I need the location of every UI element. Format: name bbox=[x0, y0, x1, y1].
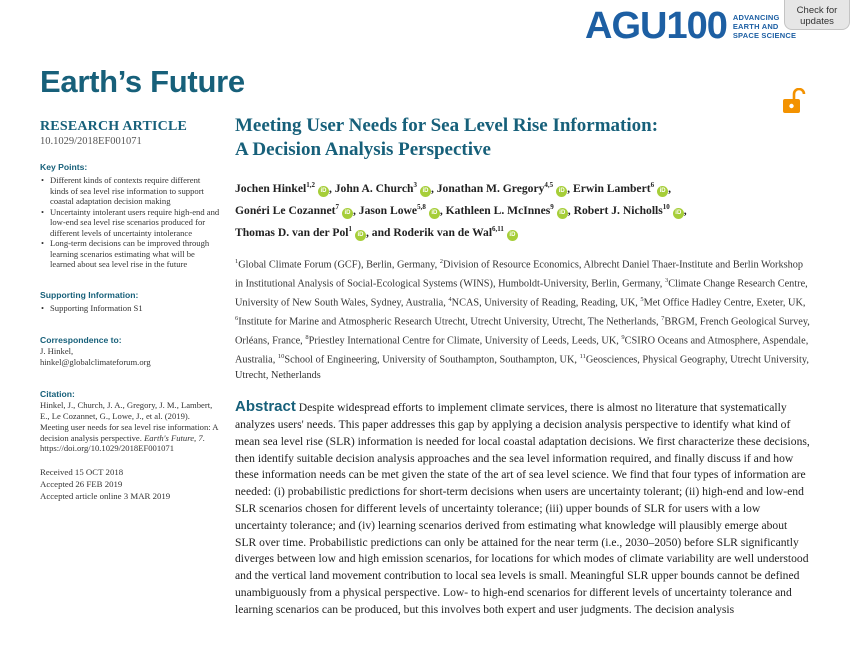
author[interactable]: Gonéri Le Cozannet$^7$ bbox=[235, 202, 339, 217]
orcid-icon[interactable]: iD bbox=[355, 230, 366, 241]
supporting-information bbox=[40, 290, 220, 314]
agu100-logo bbox=[585, 6, 796, 46]
paper-title: Meeting User Needs for Sea Level Rise Information: A Decision Analysis Perspective bbox=[235, 115, 659, 160]
citation bbox=[40, 389, 220, 454]
correspondence bbox=[40, 335, 220, 367]
supporting-heading: Supporting Information: bbox=[40, 289, 139, 300]
orcid-icon[interactable]: iD bbox=[657, 186, 668, 197]
correspondence-email[interactable]: hinkel@globalclimateforum.org bbox=[40, 356, 151, 367]
agu-tagline: ADVANCING EARTH AND SPACE SCIENCE bbox=[732, 12, 797, 40]
key-point-item: • Different kinds of contexts require different kinds of sea level rise information to support coastal adaptation decision making bbox=[40, 175, 220, 207]
author[interactable]: Jochen Hinkel$^{1,2}$ bbox=[235, 181, 315, 195]
orcid-icon[interactable]: iD bbox=[318, 186, 329, 197]
affiliations: $^1$Global Climate Forum (GCF), Berlin, Germany, $^2$Division of Resource Economics, Albrecht Daniel Thaer-Institute and Berlin Workshop in Institutional Analysis of Social-Ecological Systems (WINS), Humboldt-University, Berlin, Germany, $^3$Climate Change Research Centre, University of New South Wales, Sydney, Australia, $^4$NCAS, University of Reading, Reading, UK, $^5$Met Office Hadley Centre, Exeter, UK, $^6$Institute for Marine and Atmospheric Research Utrecht, Utrecht University, Utrecht, The Netherlands, $^7$BRGM, French Geological Survey, Orléans, France, $^8$Priestley International Centre for Climate, University of Leeds, Leeds, UK, $^9$CSIRO Oceans and Atmosphere, Aspendale, Australia, $^{10}$School of Engineering, University of Southampton, Southampton, UK, $^{11}$Geosciences, Physical Geography, Utrecht University, Utrecht, Netherlands bbox=[235, 257, 810, 381]
orcid-icon[interactable]: iD bbox=[673, 208, 684, 219]
orcid-icon[interactable]: iD bbox=[429, 208, 440, 219]
doi-link[interactable]: 10.1029/2018EF001071 bbox=[40, 136, 142, 147]
accepted-date: Accepted 26 FEB 2019 bbox=[40, 478, 123, 489]
orcid-icon[interactable]: iD bbox=[556, 186, 567, 197]
check-for-updates-button[interactable]: Check for updates bbox=[784, 0, 850, 30]
author[interactable]: Jason Lowe$^{5,8}$ bbox=[358, 202, 426, 217]
orcid-icon[interactable]: iD bbox=[342, 208, 353, 219]
key-points-heading: Key Points: bbox=[40, 162, 88, 172]
key-point-item: • Long-term decisions can be improved through learning scenarios estimating what will be learned about sea level rise in the future bbox=[40, 238, 220, 270]
author[interactable]: John A. Church$^3$ bbox=[334, 181, 417, 195]
author[interactable]: Jonathan M. Gregory$^{4,5}$ bbox=[436, 181, 554, 195]
correspondence-heading: Correspondence to: bbox=[40, 335, 122, 345]
author[interactable]: Erwin Lambert$^6$ bbox=[572, 181, 655, 195]
author[interactable]: Kathleen L. McInnes$^9$ bbox=[445, 202, 554, 217]
open-access-lock-icon bbox=[780, 88, 808, 116]
orcid-icon[interactable]: iD bbox=[420, 186, 431, 197]
correspondence-name: J. Hinkel, bbox=[40, 346, 74, 356]
main-content bbox=[235, 114, 810, 619]
article-dates bbox=[40, 466, 220, 502]
received-date: Received 15 OCT 2018 bbox=[40, 466, 124, 477]
key-points bbox=[40, 162, 220, 270]
author-list: Jochen Hinkel$^{1,2}$iD , John A. Church$^3$iD , Jonathan M. Gregory$^{4,5}$iD , Erwin Lambert$^6$iD , Gonéri Le Cozannet$^7$iD , Jason Lowe$^{5,8}$iD , Kathleen L. McInnes$^9$iD , Robert J. Nicholls$^{10}$iD , Thomas D. van der Pol$^1$iD , and Roderik van de Wal$^{6,11}$iD bbox=[235, 181, 687, 239]
abstract-heading: Abstract bbox=[235, 398, 296, 416]
citation-text: Hinkel, J., Church, J. A., Gregory, J. M., Lambert, E., Le Cozannet, G., Lowe, J., et al. (2019). Meeting user needs for sea level rise information: A decision analysis perspective. Earth's Future, 7. https://doi.org/10.1029/2018EF001071 bbox=[40, 400, 219, 454]
online-date: Accepted article online 3 MAR 2019 bbox=[40, 490, 171, 501]
supporting-link[interactable]: • Supporting Information S1 bbox=[40, 303, 220, 314]
author[interactable]: Thomas D. van der Pol$^1$ bbox=[235, 224, 352, 239]
author[interactable]: Robert J. Nicholls$^{10}$ bbox=[573, 202, 670, 217]
citation-heading: Citation: bbox=[40, 389, 75, 400]
sidebar bbox=[40, 118, 220, 502]
abstract bbox=[235, 399, 810, 618]
article-type: RESEARCH ARTICLE bbox=[40, 119, 188, 134]
agu-wordmark: AGU100 bbox=[585, 5, 727, 47]
key-point-item: • Uncertainty intolerant users require high-end and low-end sea level rise scenarios produced for different levels of uncertainty intolerance bbox=[40, 207, 220, 239]
orcid-icon[interactable]: iD bbox=[507, 230, 518, 241]
author[interactable]: Roderik van de Wal$^{6,11}$ bbox=[393, 224, 504, 239]
abstract-text: Despite widespread efforts to implement climate services, there is almost no literature that systematically analyzes users' needs. This paper addresses this gap by applying a decision analysis perspective to identify what kind of mean sea level rise (SLR) information is needed for local coastal adaptation decisions. We first characterize these decisions, then identify suitable decision analysis approaches and the sea level information required, and finally discuss if and how these information needs can be met given the state of the art of sea level science. We find that four types of information are needed: (i) probabilistic predictions for short-term decisions when users are uncertainty tolerant; (ii) high-end and low-end SLR scenarios chosen for different levels of uncertainty tolerance; (iii) upper bounds of SLR for users with a low uncertainty tolerance; and (iv) learning scenarios derived from estimating what knowledge will plausibly emerge about SLR over time. Probabilistic predictions can only be attained for the near term (i.e., 2030–2050) before SLR significantly diverges between low and high emission scenarios, for locations for which modes of climate variability are well understood and the vertical land movement contribution to local sea levels is small. Meaningful SLR upper bounds cannot be defined unambiguously from a physical perspective. Low- to high-end scenarios for different levels of uncertainty tolerance and learning scenarios can be produced, but this involves both expert and user judgments. The decision analysis bbox=[235, 401, 810, 616]
journal-title: Earth’s Future bbox=[40, 64, 245, 99]
orcid-icon[interactable]: iD bbox=[557, 208, 568, 219]
